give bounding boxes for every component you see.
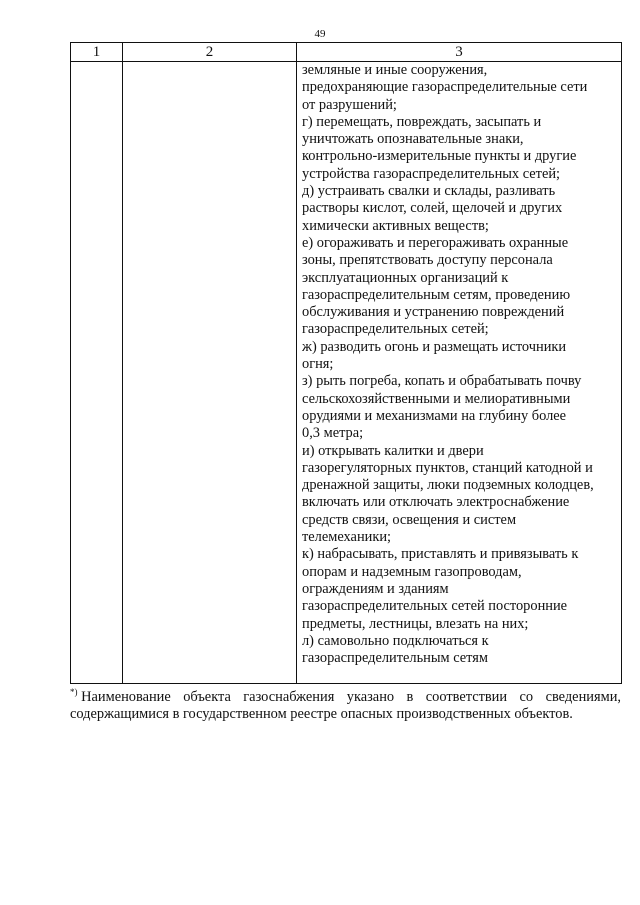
text-line: земляные и иные сооружения,: [302, 62, 488, 78]
table-cell-col2: [123, 62, 297, 684]
text-line: газораспределительным сетям: [302, 650, 489, 667]
text-line: д) устраивать свалки и склады, разливать: [302, 183, 556, 200]
text-line: уничтожать опознавательные знаки,: [302, 131, 524, 148]
text-line: орудиями и механизмами на глубину более: [302, 407, 567, 424]
text-line: от разрушений;: [302, 96, 397, 113]
text-line: газораспределительных сетей;: [302, 321, 489, 338]
footnote-word: в: [406, 689, 414, 705]
text-line: з) рыть погреба, копать и обрабатывать почву: [302, 373, 582, 390]
text-line: 0,3 метра;: [302, 425, 364, 442]
table-cell-col1: [71, 62, 123, 684]
text-line: газорегуляторных пунктов, станций катодной и: [302, 459, 593, 476]
footnote-word: газоснабжения: [243, 689, 335, 705]
text-line: средств связи, освещения и систем: [302, 511, 517, 528]
text-line: к) набрасывать, приставлять и привязывать к: [302, 546, 579, 563]
text-line: газораспределительным сетям, проведению: [302, 286, 571, 303]
footnote: [70, 689, 621, 724]
text-line: растворы кислот, солей, щелочей и других: [302, 200, 563, 217]
footnote-word: соответствии: [425, 689, 508, 705]
text-line: л) самовольно подключаться к: [302, 632, 489, 649]
text-line: опорам и надземным газопроводам,: [302, 563, 522, 580]
text-line: и) открывать калитки и двери: [302, 442, 484, 459]
text-line: зоны, препятствовать доступу персонала: [302, 252, 553, 269]
text-line: устройства газораспределительных сетей;: [302, 165, 561, 182]
footnote-word: объекта: [183, 689, 231, 705]
text-line: газораспределительных сетей посторонние: [302, 598, 568, 615]
table-header-row: [71, 43, 622, 62]
footnote-word: указано: [346, 689, 395, 705]
footnote-line-1: [70, 689, 621, 706]
text-line: дренажной защиты, люки подземных колодцев,: [302, 477, 594, 494]
text-line: ж) разводить огонь и размещать источники: [302, 338, 567, 355]
text-line: химически активных веществ;: [302, 217, 489, 234]
text-line: г) перемещать, повреждать, засыпать и: [302, 113, 542, 130]
table-row: [71, 62, 622, 684]
footnote-word: сведениями,: [545, 689, 621, 705]
document-table: [70, 42, 622, 684]
footnote-line-2: содержащимися в государственном реестре опасных производственных объектов.: [70, 706, 573, 723]
text-line: предохраняющие газораспределительные сети: [302, 79, 588, 96]
text-line: включать или отключать электроснабжение: [302, 494, 570, 511]
text-line: сельскохозяйственными и мелиоративными: [302, 390, 571, 407]
text-line: е) огораживать и перегораживать охранные: [302, 234, 569, 251]
restrictions-text: [302, 62, 618, 667]
footnote-word: со: [519, 689, 534, 705]
text-line: контрольно-измерительные пункты и другие: [302, 148, 577, 165]
text-line: предметы, лестницы, влезать на них;: [302, 615, 529, 632]
text-line: телемеханики;: [302, 529, 392, 546]
text-line: эксплуатационных организаций к: [302, 269, 509, 286]
text-line: ограждениям и зданиям: [302, 580, 449, 597]
page-number: 49: [314, 28, 326, 40]
footnote-marker: *): [70, 687, 78, 698]
text-line: обслуживания и устранению повреждений: [302, 304, 565, 321]
table-cell-col3: [297, 62, 622, 684]
column-header-2: 2: [123, 43, 297, 62]
column-header-1: 1: [71, 43, 123, 62]
text-line: огня;: [302, 356, 334, 373]
column-header-3: 3: [297, 43, 622, 62]
footnote-word: *) Наименование: [70, 687, 171, 705]
